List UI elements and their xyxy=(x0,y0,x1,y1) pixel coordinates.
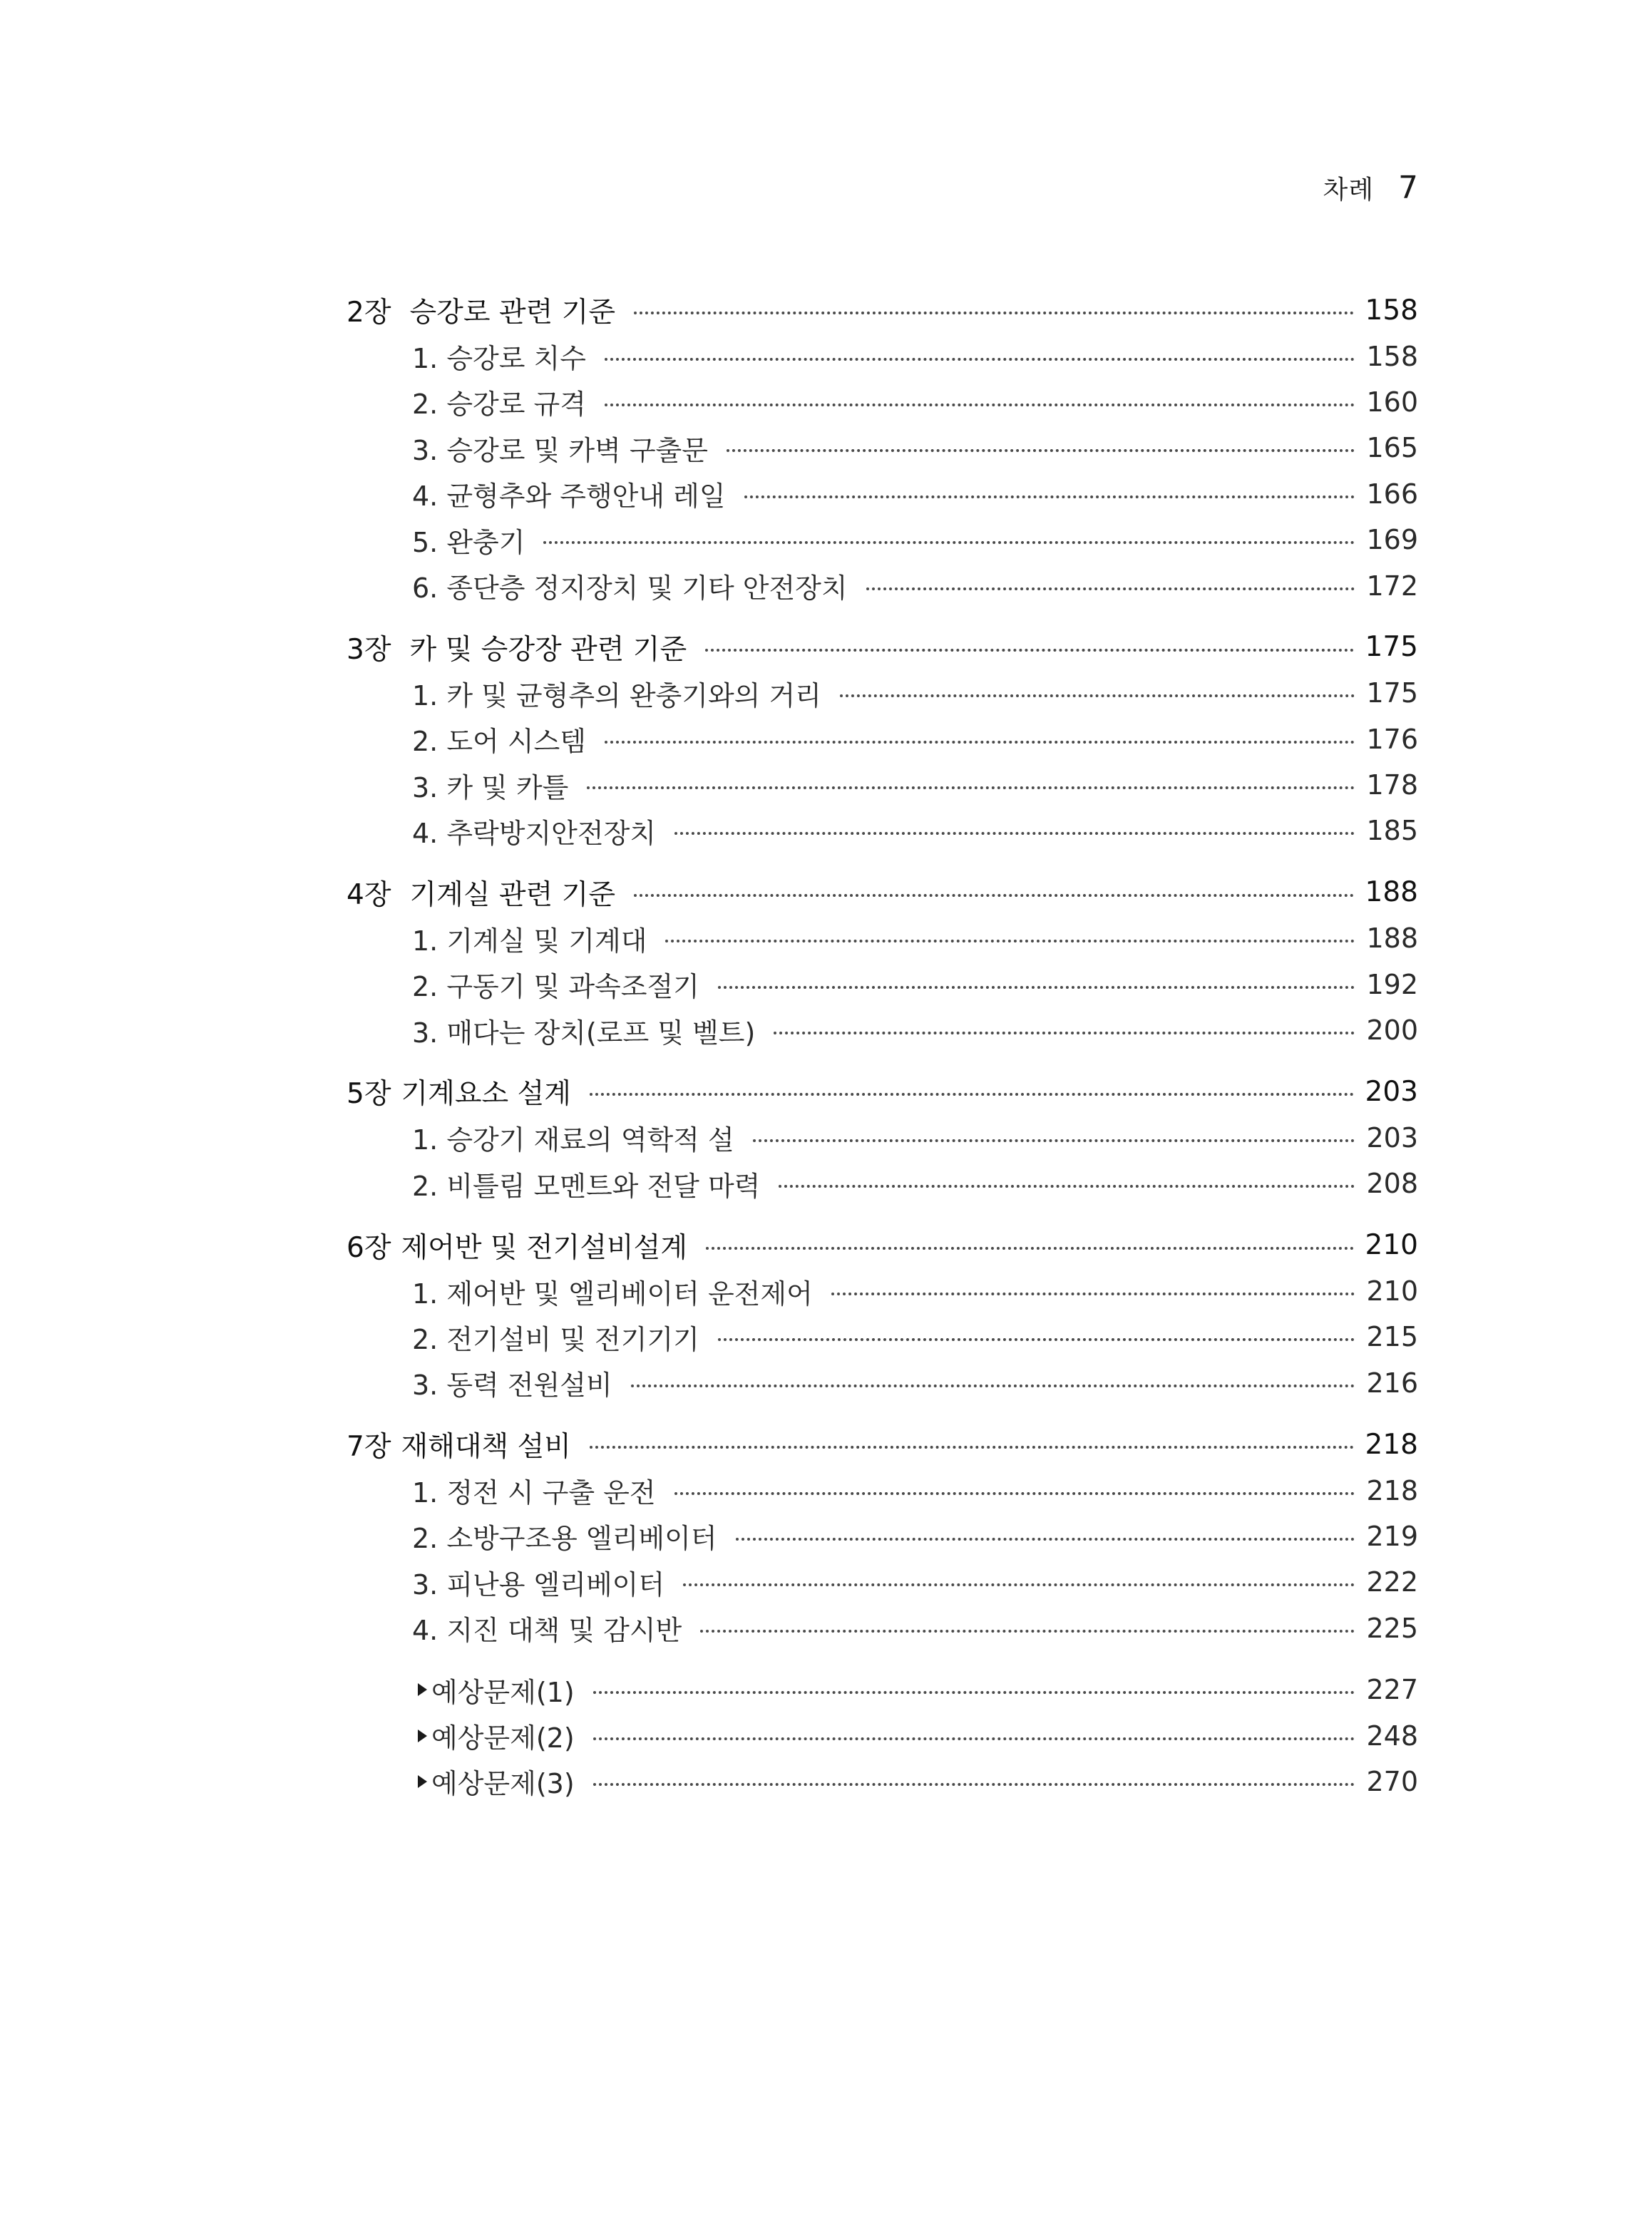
dot-leader xyxy=(605,358,1355,361)
section-page: 218 xyxy=(1366,1474,1418,1506)
section-label: 4. 지진 대책 및 감시반 xyxy=(412,1615,682,1647)
toc-section-row[interactable] xyxy=(347,1268,1418,1314)
chapter-title: 재해대책 설비 xyxy=(401,1431,571,1464)
section-page: 178 xyxy=(1366,769,1418,801)
dot-leader xyxy=(665,940,1355,942)
extra-page: 270 xyxy=(1366,1765,1418,1797)
dot-leader xyxy=(593,1783,1355,1786)
section-page: 166 xyxy=(1366,478,1418,510)
running-header xyxy=(1323,170,1418,206)
triangle-bullet-icon xyxy=(418,1775,427,1788)
dot-leader xyxy=(774,1032,1355,1034)
section-label: 3. 승강로 및 카벽 구출문 xyxy=(412,434,708,466)
section-label: 2. 구동기 및 과속조절기 xyxy=(412,971,699,1003)
chapter-page: 158 xyxy=(1365,294,1418,327)
dot-leader xyxy=(587,786,1355,789)
dot-leader xyxy=(605,741,1355,744)
toc-section-row[interactable] xyxy=(347,333,1418,379)
toc-section-row[interactable] xyxy=(347,1467,1418,1513)
dot-leader xyxy=(593,1737,1355,1740)
dot-leader xyxy=(543,541,1355,544)
extra-title: 예상문제(2) xyxy=(431,1722,575,1755)
toc-section-row[interactable] xyxy=(347,517,1418,562)
chapter-heading[interactable] xyxy=(347,1069,1418,1114)
header-page-number: 7 xyxy=(1398,170,1418,206)
section-label: 2. 전기설비 및 전기기기 xyxy=(412,1323,699,1355)
toc-section-row[interactable] xyxy=(347,1161,1418,1206)
section-page: 208 xyxy=(1366,1168,1418,1200)
chapter-title: 제어반 및 전기설비설계 xyxy=(401,1231,688,1264)
dot-leader xyxy=(631,1384,1355,1387)
chapter-page: 210 xyxy=(1365,1229,1418,1262)
dot-leader xyxy=(634,312,1354,314)
toc-section-row[interactable] xyxy=(347,716,1418,762)
chapter-label xyxy=(347,290,634,330)
toc-section-row[interactable] xyxy=(347,1115,1418,1161)
dot-leader xyxy=(593,1691,1355,1694)
dot-leader xyxy=(605,404,1355,406)
section-label: 5. 완충기 xyxy=(412,526,525,558)
section-label: 4. 추락방지안전장치 xyxy=(412,817,656,849)
toc-section-row[interactable] xyxy=(347,1514,1418,1559)
section-page: 172 xyxy=(1366,570,1418,602)
section-label: 3. 동력 전원설비 xyxy=(412,1370,612,1402)
toc-section-row[interactable] xyxy=(347,1605,1418,1651)
triangle-bullet-icon xyxy=(418,1730,427,1742)
toc-section-row[interactable] xyxy=(347,762,1418,808)
dot-leader xyxy=(779,1185,1355,1188)
toc-section-row[interactable] xyxy=(347,562,1418,608)
dot-leader xyxy=(718,1338,1355,1341)
toc-section-row[interactable] xyxy=(347,808,1418,853)
toc-section-row[interactable] xyxy=(347,425,1418,471)
section-page: 219 xyxy=(1366,1520,1418,1552)
section-label: 4. 균형추와 주행안내 레일 xyxy=(412,481,726,513)
toc-section-row[interactable] xyxy=(347,915,1418,961)
section-label: 1. 카 및 균형추의 완충기와의 거리 xyxy=(412,679,821,711)
section-label: 2. 도어 시스템 xyxy=(412,726,586,758)
section-label: 6. 종단층 정지장치 및 기타 안전장치 xyxy=(412,572,848,605)
section-page: 215 xyxy=(1366,1321,1418,1353)
dot-leader xyxy=(753,1139,1355,1142)
toc-section-row[interactable] xyxy=(347,471,1418,517)
chapter-title: 기계요소 설계 xyxy=(401,1078,571,1111)
toc-section-row[interactable] xyxy=(347,1007,1418,1053)
chapter-label xyxy=(347,627,705,667)
extra-title: 예상문제(1) xyxy=(431,1676,575,1708)
dot-leader xyxy=(727,449,1355,452)
header-title: 차례 xyxy=(1323,175,1374,205)
section-label: 1. 승강기 재료의 역학적 설 xyxy=(412,1124,734,1156)
chapter-title: 승강로 관련 기준 xyxy=(409,297,616,329)
chapter-heading[interactable] xyxy=(347,1222,1418,1268)
dot-leader xyxy=(736,1538,1355,1541)
dot-leader xyxy=(706,1247,1354,1250)
chapter-page: 188 xyxy=(1365,876,1418,909)
dot-leader xyxy=(744,495,1355,498)
dot-leader xyxy=(674,832,1355,835)
chapter-label xyxy=(347,1424,590,1464)
section-label: 2. 소방구조용 엘리베이터 xyxy=(412,1523,717,1555)
chapter-page: 203 xyxy=(1365,1075,1418,1108)
dot-leader xyxy=(590,1446,1354,1449)
section-label: 2. 승강로 규격 xyxy=(412,389,586,421)
section-page: 225 xyxy=(1366,1612,1418,1644)
chapter-heading[interactable] xyxy=(347,287,1418,333)
section-label: 3. 피난용 엘리베이터 xyxy=(412,1568,665,1601)
section-page: 210 xyxy=(1366,1275,1418,1307)
chapter-heading[interactable] xyxy=(347,625,1418,670)
dot-leader xyxy=(840,694,1355,697)
toc-extra-row[interactable] xyxy=(347,1759,1418,1804)
section-label: 1. 제어반 및 엘리베이터 운전제어 xyxy=(412,1278,813,1310)
toc-practice-problems xyxy=(347,1667,1418,1804)
section-label: 1. 승강로 치수 xyxy=(412,343,586,375)
dot-leader xyxy=(683,1583,1355,1586)
section-label: 3. 매다는 장치(로프 및 벨트) xyxy=(412,1017,756,1049)
chapter-page: 218 xyxy=(1365,1428,1418,1461)
section-page: 185 xyxy=(1366,815,1418,847)
toc-chapter-7 xyxy=(347,1422,1418,1651)
dot-leader xyxy=(866,587,1355,590)
chapter-title: 기계실 관련 기준 xyxy=(409,878,616,911)
toc-section-row[interactable] xyxy=(347,670,1418,716)
section-page: 200 xyxy=(1366,1014,1418,1047)
chapter-number: 5장 xyxy=(347,1078,391,1111)
chapter-title: 카 및 승강장 관련 기준 xyxy=(409,633,687,666)
dot-leader xyxy=(700,1630,1355,1633)
section-page: 216 xyxy=(1366,1367,1418,1399)
chapter-number: 7장 xyxy=(347,1431,391,1464)
section-label: 3. 카 및 카틀 xyxy=(412,771,569,803)
chapter-page: 175 xyxy=(1365,631,1418,664)
chapter-label xyxy=(347,1226,706,1265)
dot-leader xyxy=(831,1293,1355,1295)
section-label: 2. 비틀림 모멘트와 전달 마력 xyxy=(412,1170,761,1202)
dot-leader xyxy=(718,986,1355,989)
triangle-bullet-icon xyxy=(418,1683,427,1696)
section-label: 1. 기계실 및 기계대 xyxy=(412,925,647,957)
extra-label xyxy=(347,1670,593,1710)
toc-chapter-5 xyxy=(347,1069,1418,1206)
dot-leader xyxy=(674,1492,1355,1495)
section-page: 158 xyxy=(1366,340,1418,372)
extra-label xyxy=(347,1716,593,1755)
chapter-number: 3장 xyxy=(347,633,391,666)
toc-extra-row[interactable] xyxy=(347,1667,1418,1712)
section-page: 160 xyxy=(1366,386,1418,418)
chapter-number: 6장 xyxy=(347,1231,391,1264)
toc-chapter-2 xyxy=(347,287,1418,609)
chapter-number: 4장 xyxy=(347,878,391,911)
extra-title: 예상문제(3) xyxy=(431,1768,575,1800)
extra-page: 227 xyxy=(1366,1674,1418,1706)
toc-chapter-3 xyxy=(347,625,1418,854)
toc-chapter-4 xyxy=(347,870,1418,1054)
dot-leader xyxy=(634,894,1354,897)
chapter-number: 2장 xyxy=(347,297,391,329)
section-page: 165 xyxy=(1366,432,1418,464)
toc-section-row[interactable] xyxy=(347,1559,1418,1605)
toc-section-row[interactable] xyxy=(347,961,1418,1007)
chapter-label xyxy=(347,873,634,913)
chapter-heading[interactable] xyxy=(347,1422,1418,1467)
dot-leader xyxy=(705,649,1353,652)
section-page: 188 xyxy=(1366,923,1418,955)
toc-section-row[interactable] xyxy=(347,1360,1418,1406)
dot-leader xyxy=(590,1093,1354,1096)
chapter-label xyxy=(347,1072,590,1111)
chapter-heading[interactable] xyxy=(347,870,1418,915)
section-page: 169 xyxy=(1366,524,1418,556)
toc-section-row[interactable] xyxy=(347,1314,1418,1360)
section-page: 176 xyxy=(1366,723,1418,755)
extra-page: 248 xyxy=(1366,1720,1418,1752)
toc-chapter-6 xyxy=(347,1222,1418,1406)
toc-extra-row[interactable] xyxy=(347,1712,1418,1758)
section-page: 192 xyxy=(1366,968,1418,1000)
section-page: 175 xyxy=(1366,677,1418,709)
toc-section-row[interactable] xyxy=(347,379,1418,425)
table-of-contents xyxy=(347,287,1418,1820)
section-label: 1. 정전 시 구출 운전 xyxy=(412,1477,656,1509)
extra-label xyxy=(347,1762,593,1801)
section-page: 222 xyxy=(1366,1566,1418,1598)
section-page: 203 xyxy=(1366,1121,1418,1154)
